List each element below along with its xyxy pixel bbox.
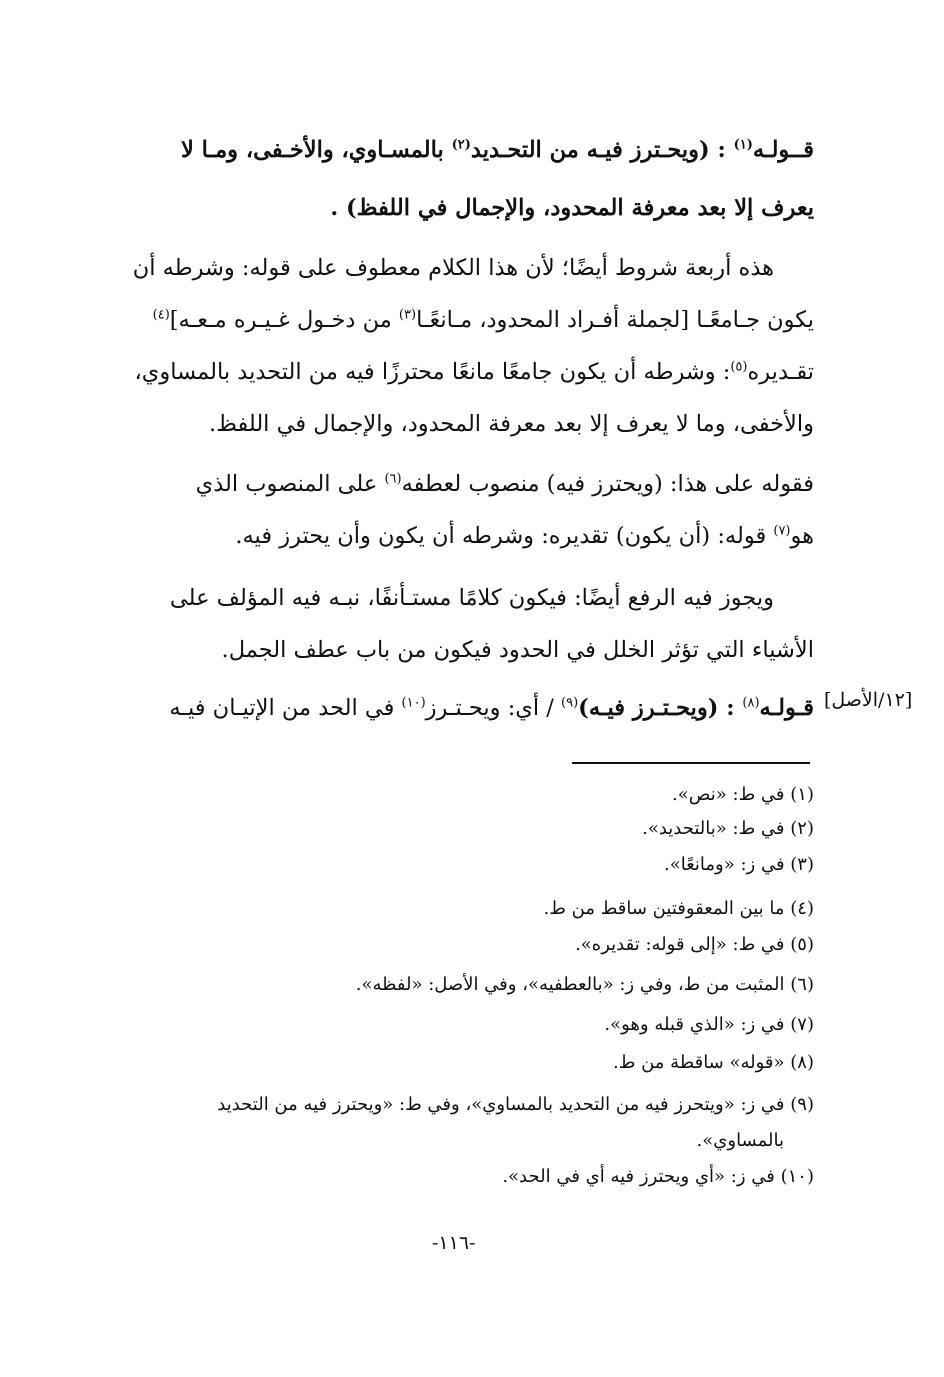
margin-note: [١٢/الأصل] <box>824 689 913 711</box>
footnote-10: (١٠) في ز: «أي ويحترز فيه أي في الحد». <box>502 1166 814 1187</box>
footnote-ref-6: (٦) <box>384 471 402 487</box>
body-line-10 <box>222 628 814 672</box>
body-line-1-post2: بالمسـاوي، والأخـفى، ومـا لا <box>180 137 452 163</box>
body-line-1 <box>181 128 814 172</box>
footnote-ref-8: (٨) <box>742 695 760 711</box>
footnote-ref-5: (٥) <box>730 359 748 375</box>
body-line-4 <box>153 298 814 342</box>
footnote-9: (٩) في ز: «ويتحرز فيه من التحديد بالمساوي»، وفي ط: «ويحترز فيه من التحديد <box>217 1094 814 1115</box>
footnote-ref-7: (٧) <box>773 523 791 539</box>
body-line-11 <box>169 686 814 730</box>
body-line-8-post: قوله: (أن يكون) تقديره: وشرطه أن يكون وأن يحترز فيه. <box>235 523 774 549</box>
body-line-7-pre: فقوله على هذا: (ويحترز فيه) منصوب لعطفه <box>401 471 814 497</box>
body-line-11-post3: في الحد من الإتيـان فيـه <box>169 695 402 721</box>
body-line-7-post: على المنصوب الذي <box>195 471 385 497</box>
body-line-1-post: : (ويحـترز فيـه من التحـديد <box>470 137 734 163</box>
body-line-8 <box>235 514 814 558</box>
footnote-ref-4: (٤) <box>152 307 170 323</box>
body-line-3-text: هذه أربعة شروط أيضًا؛ لأن هذا الكلام معطوف على قوله: وشرطه أن <box>132 255 774 281</box>
body-line-10-text: الأشياء التي تؤثر الخلل في الحدود فيكون من باب عطف الجمل. <box>221 637 814 663</box>
body-line-3 <box>133 246 774 290</box>
footnote-ref-1: (١) <box>733 137 753 153</box>
body-line-4-post: من دخـول غـيـره مـعـه] <box>169 307 399 333</box>
body-line-5-post: : وشرطه أن يكون جامعًا مانعًا محترزًا فيه من التحديد بالمساوي، <box>134 359 731 385</box>
footnote-4: (٤) ما بين المعقوفتين ساقط من ط. <box>543 898 814 919</box>
body-line-5-pre: تقـديره <box>747 359 814 385</box>
body-line-7 <box>196 462 814 506</box>
footnote-ref-9: (٩) <box>561 695 579 711</box>
body-line-6 <box>209 402 814 446</box>
body-line-11-pre: قـولـه <box>759 695 814 721</box>
body-line-11-post2: / أي: ويحـتـرز <box>425 695 562 721</box>
body-line-9 <box>170 576 774 620</box>
body-line-9-text: ويجوز فيه الرفع أيضًا: فيكون كلامًا مستـأنفًا، نبـه فيه المؤلف على <box>169 585 774 611</box>
footnote-6: (٦) المثبت من ط، وفي ز: «بالعطفيه»، وفي الأصل: «لفظه». <box>355 974 814 995</box>
body-line-11-post: : (ويحـتـرز فيـه) <box>578 695 743 721</box>
footnote-ref-3: (٣) <box>398 307 417 323</box>
footnote-separator <box>572 762 810 764</box>
body-line-5 <box>134 350 814 394</box>
footnote-5: (٥) في ط: «إلى قوله: تقديره». <box>575 934 814 955</box>
footnote-7: (٧) في ز: «الذي قبله وهو». <box>604 1014 814 1035</box>
footnote-3: (٣) في ز: «ومانعًا». <box>664 854 814 875</box>
footnote-8: (٨) «قوله» ساقطة من ط. <box>613 1052 814 1073</box>
body-line-8-pre: هو <box>790 523 814 549</box>
footnote-1: (١) في ط: «نص». <box>671 784 814 805</box>
body-line-4-pre: يكون جـامعًـا [لجملة أفـراد المحدود، مـانعًـا <box>416 307 814 333</box>
body-line-2 <box>330 186 814 230</box>
footnote-ref-2: (٢) <box>451 137 471 153</box>
footnote-ref-10: (١٠) <box>401 695 426 711</box>
page-number: -١١٦- <box>432 1232 476 1254</box>
footnote-2: (٢) في ط: «بالتحديد». <box>642 818 814 839</box>
body-line-6-text: والأخفى، وما لا يعرف إلا بعد معرفة المحدود، والإجمال في اللفظ. <box>208 411 814 437</box>
body-line-2-text: يعرف إلا بعد معرفة المحدود، والإجمال في اللفظ) . <box>330 195 814 221</box>
footnote-9-cont: بالمساوي». <box>696 1130 784 1151</box>
body-line-1-pre: قــولـه <box>752 137 814 163</box>
